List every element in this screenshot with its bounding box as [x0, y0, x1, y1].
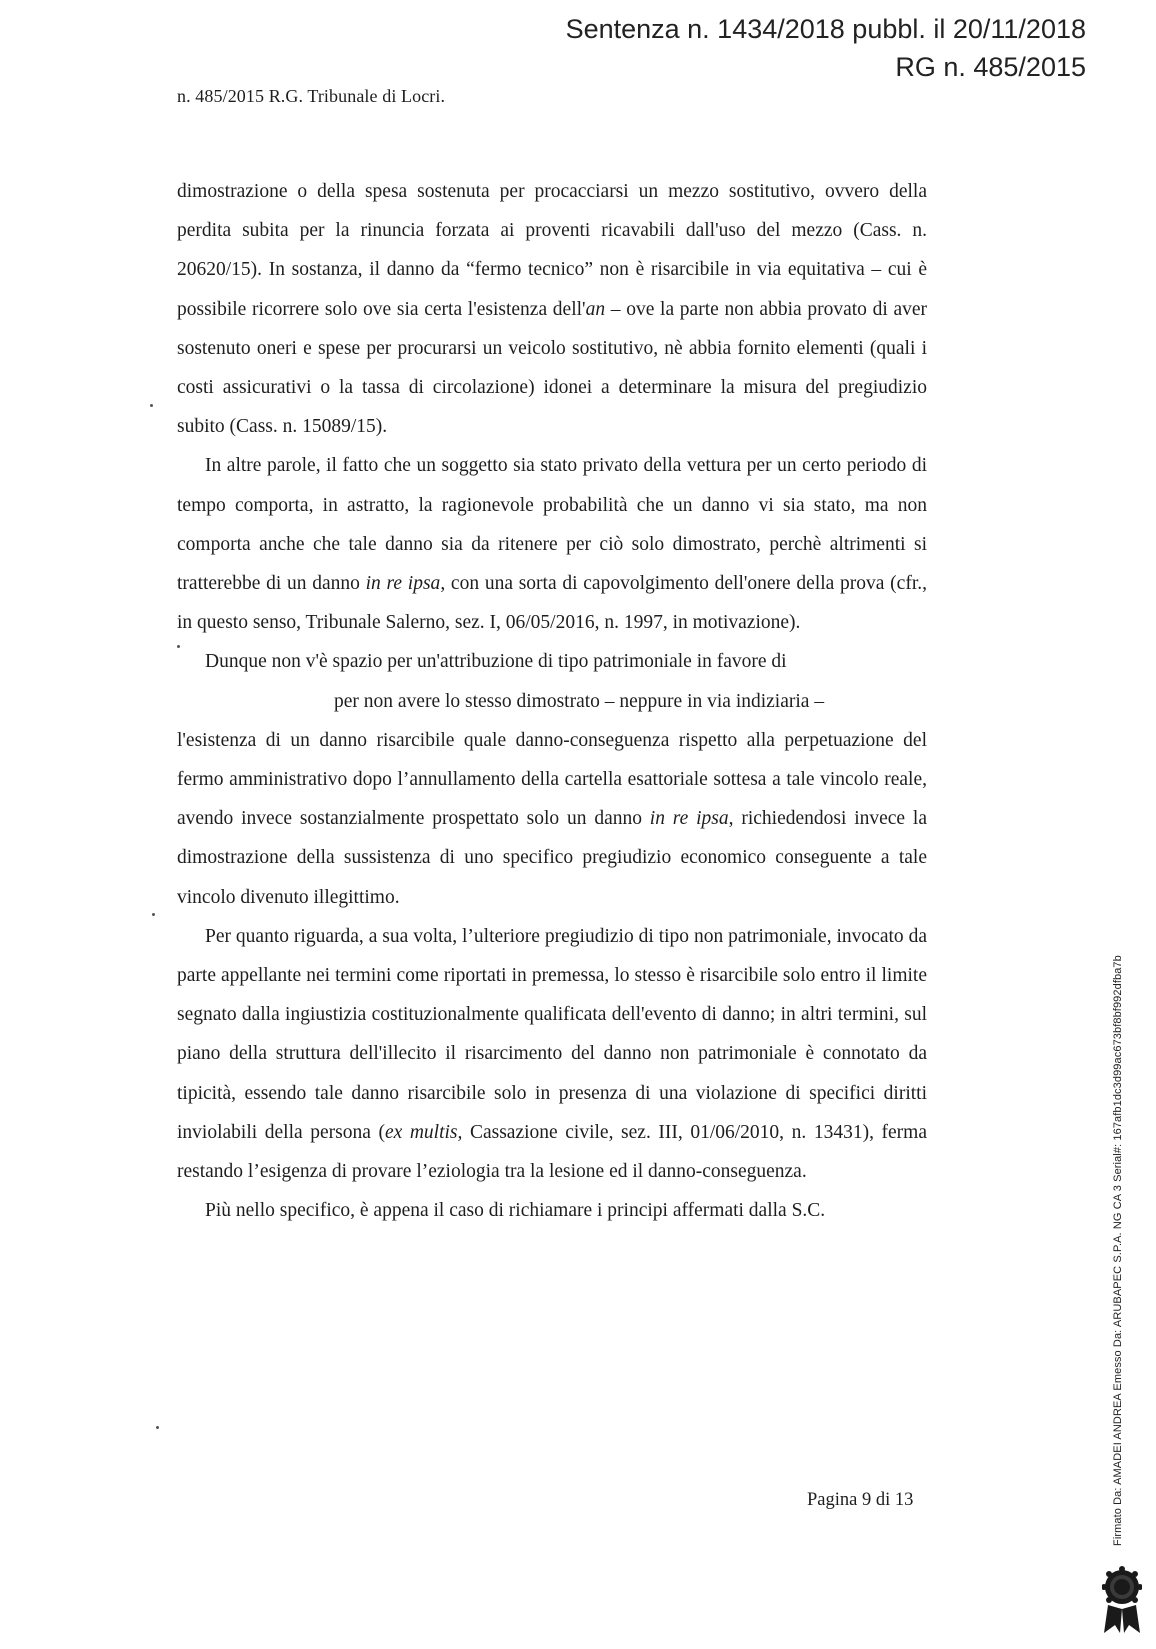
paragraph-1-italic-an: an — [585, 298, 606, 320]
paragraph-4-italic-ex-multis: ex multis, — [384, 1121, 463, 1143]
paragraph-3-text: l'esistenza di un danno risarcibile quale danno-conseguenza rispetto alla perpetuazione del fermo amministrativo dopo l’annullamento della cartella esattoriale sottesa a tale vincolo reale, avendo invece sostanzialmente prospettato solo un danno — [177, 729, 927, 830]
paragraph-2-text: In altre parole, il fatto che un soggetto sia stato privato della vettura per un certo periodo di tempo comporta, in astratto, la ragionevole probabilità che un danno vi sia stato, ma non comporta anche che tale danno sia da ritenere per ciò solo dimostrato, perchè altrimenti si tratterebbe di un danno — [177, 455, 927, 595]
scan-speck — [150, 404, 153, 407]
paragraph-4 — [177, 917, 927, 1191]
digital-signature-text: Firmato Da: AMADEI ANDREA Emesso Da: ARUBAPEC S.P.A. NG CA 3 Serial#: 167afb1dc3d99ac673bf8bf992dfba7b — [1112, 955, 1124, 1546]
paragraph-1-text: dimostrazione o della spesa sostenuta per procacciarsi un mezzo sostitutivo, ovvero della perdita subita per la rinuncia forzata ai proventi ricavabili dall'uso del mezzo (Cass. n. 20620/15). In sostanza, il danno da “fermo tecnico” non è risarcibile in via equitativa – cui è possibile ricorrere solo ove sia certa l'esistenza dell' — [177, 181, 927, 320]
paragraph-3-line-2: per non avere lo stesso dimostrato – neppure in via indiziaria – — [334, 690, 825, 712]
paragraph-4-text: Per quanto riguarda, a sua volta, l’ulteriore pregiudizio di tipo non patrimoniale, invocato da parte appellante nei termini come riportati in premessa, lo stesso è risarcibile solo entro il limite segnato dalla ingiustizia costituzionalmente qualificata dell'evento di danno; in altri termini, sul piano della struttura dell'illecito il risarcimento del danno non patrimoniale è connotato da tipicità, essendo tale danno risarcibile solo in presenza di una violazione di specifici diritti inviolabili della persona ( — [177, 925, 927, 1143]
paragraph-3-body — [177, 721, 927, 917]
paragraph-3-line-1: Dunque non v'è spazio per un'attribuzione di tipo patrimoniale in favore di — [205, 651, 787, 673]
paragraph-2-text-cont: , con una sorta di capovolgimento dell'onere della prova (cfr., in questo senso, Tribunale Salerno, sez. I, 06/05/2016, n. 1997, in motivazione). — [177, 573, 927, 634]
paragraph-2-italic-in-re-ipsa: in re ipsa — [365, 573, 441, 595]
page-number: Pagina 9 di 13 — [807, 1490, 914, 1510]
paragraph-5-text: Più nello specifico, è appena il caso di richiamare i principi affermati dalla S.C. — [205, 1200, 826, 1222]
paragraph-2 — [177, 446, 927, 642]
registry-stamp: RG n. 485/2015 — [895, 52, 1086, 82]
paragraph-3-text-cont: , richiedendosi invece la dimostrazione della sussistenza di uno specifico pregiudizio economico conseguente a tale vincolo divenuto illegittimo. — [177, 808, 927, 908]
scan-speck — [156, 1426, 159, 1429]
paragraph-5 — [177, 1191, 927, 1230]
paragraph-1-text-cont: – ove la parte non abbia provato di aver sostenuto oneri e spese per procurarsi un veicolo sostitutivo, nè abbia fornito elementi (quali i costi assicurativi o la tassa di circolazione) idonei a determinare la misura del pregiudizio subito (Cass. n. 15089/15). — [177, 298, 927, 438]
scan-speck — [152, 913, 155, 916]
document-body — [177, 172, 927, 1230]
paragraph-3-redacted-line — [177, 682, 927, 721]
case-reference: n. 485/2015 R.G. Tribunale di Locri. — [177, 86, 446, 106]
scan-speck — [177, 645, 180, 648]
paragraph-1 — [177, 172, 927, 446]
paragraph-4-text-cont: Cassazione civile, sez. III, 01/06/2010, n. 13431), ferma restando l’esigenza di provare l’eziologia tra la lesione ed il danno-conseguenza. — [177, 1121, 927, 1183]
paragraph-3 — [177, 642, 927, 681]
paragraph-3-italic-in-re-ipsa: in re ipsa — [649, 808, 729, 830]
sentence-stamp: Sentenza n. 1434/2018 pubbl. il 20/11/2018 — [565, 14, 1086, 44]
signature-seal-icon — [1102, 1565, 1142, 1635]
